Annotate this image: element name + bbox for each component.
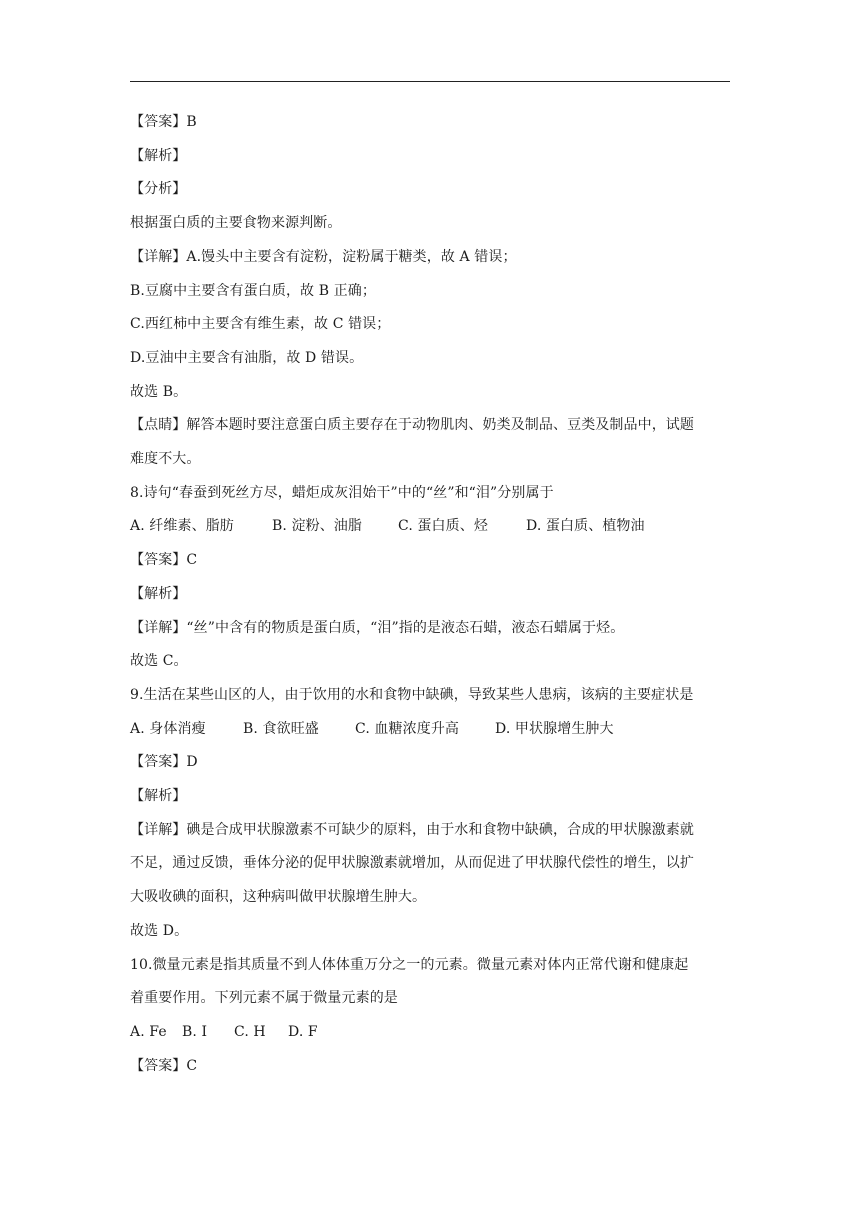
answer-9: 【答案】D (130, 754, 198, 771)
option-c: C. 蛋白质、烃 (398, 518, 488, 535)
choose-8: 故选 C。 (130, 653, 188, 670)
answer-7: 【答案】B (130, 114, 197, 130)
option-d: D. 甲状腺增生肿大 (495, 720, 614, 737)
question-8-options (130, 510, 732, 544)
option-a: A. 纤维素、脂肪 (130, 518, 234, 535)
analysis-heading-7: 【解析】 (130, 147, 187, 164)
detail-7-c: C.西红柿中主要含有维生素，故 C 错误； (130, 316, 391, 333)
analysis-heading-8: 【解析】 (130, 585, 187, 602)
analysis-heading-9: 【解析】 (130, 788, 187, 805)
detail-9-line3: 大吸收碘的面积，这种病叫做甲状腺增生肿大。 (130, 889, 427, 906)
option-d: D. F (288, 1023, 318, 1040)
option-c: C. H (234, 1023, 266, 1040)
detail-9-line1: 【详解】碘是合成甲状腺激素不可缺少的原料，由于水和食物中缺碘，合成的甲状腺激素就 (130, 821, 694, 838)
question-10-line1: 10.微量元素是指其质量不到人体体重万分之一的元素。微量元素对体内正常代谢和健康起 (130, 956, 689, 973)
question-9-options (130, 713, 732, 747)
option-b: B. 食欲旺盛 (243, 720, 319, 737)
answer-8: 【答案】C (130, 552, 198, 569)
detail-7-b: B.豆腐中主要含有蛋白质，故 B 正确； (130, 282, 376, 299)
answer-10: 【答案】C (130, 1057, 198, 1074)
fenxi-heading-7: 【分析】 (130, 181, 187, 198)
question-8: 8.诗句“春蚕到死丝方尽，蜡炬成灰泪始干”中的“丝”和“泪”分别属于 (130, 484, 554, 501)
question-10-options (130, 1016, 732, 1050)
option-a: A. Fe (130, 1023, 167, 1040)
question-9: 9.生活在某些山区的人，由于饮用的水和食物中缺碘，导致某些人患病，该病的主要症状是 (130, 686, 694, 703)
comment-7-line1: 【点睛】解答本题时要注意蛋白质主要存在于动物肌肉、奶类及制品、豆类及制品中，试题 (130, 417, 694, 434)
comment-7-line2: 难度不大。 (130, 451, 201, 468)
option-a: A. 身体消瘦 (130, 720, 206, 737)
choose-7: 故选 B。 (130, 383, 188, 400)
document-body (130, 106, 732, 1083)
detail-9-line2: 不足，通过反馈，垂体分泌的促甲状腺激素就增加，从而促进了甲状腺代偿性的增生，以扩 (130, 855, 694, 872)
detail-7-d: D.豆油中主要含有油脂，故 D 错误。 (130, 349, 364, 366)
fenxi-text-7: 根据蛋白质的主要食物来源判断。 (130, 215, 342, 232)
option-c: C. 血糖浓度升高 (355, 720, 460, 737)
header-rule (130, 81, 730, 82)
choose-9: 故选 D。 (130, 922, 189, 939)
option-b: B. I (182, 1023, 208, 1040)
detail-7-a: 【详解】A.馒头中主要含有淀粉，淀粉属于糖类，故 A 错误； (130, 248, 517, 265)
detail-8: 【详解】“丝”中含有的物质是蛋白质，“泪”指的是液态石蜡，液态石蜡属于烃。 (130, 619, 625, 636)
option-d: D. 蛋白质、植物油 (526, 518, 645, 535)
question-10-line2: 着重要作用。下列元素不属于微量元素的是 (130, 990, 398, 1007)
option-b: B. 淀粉、油脂 (272, 518, 362, 535)
